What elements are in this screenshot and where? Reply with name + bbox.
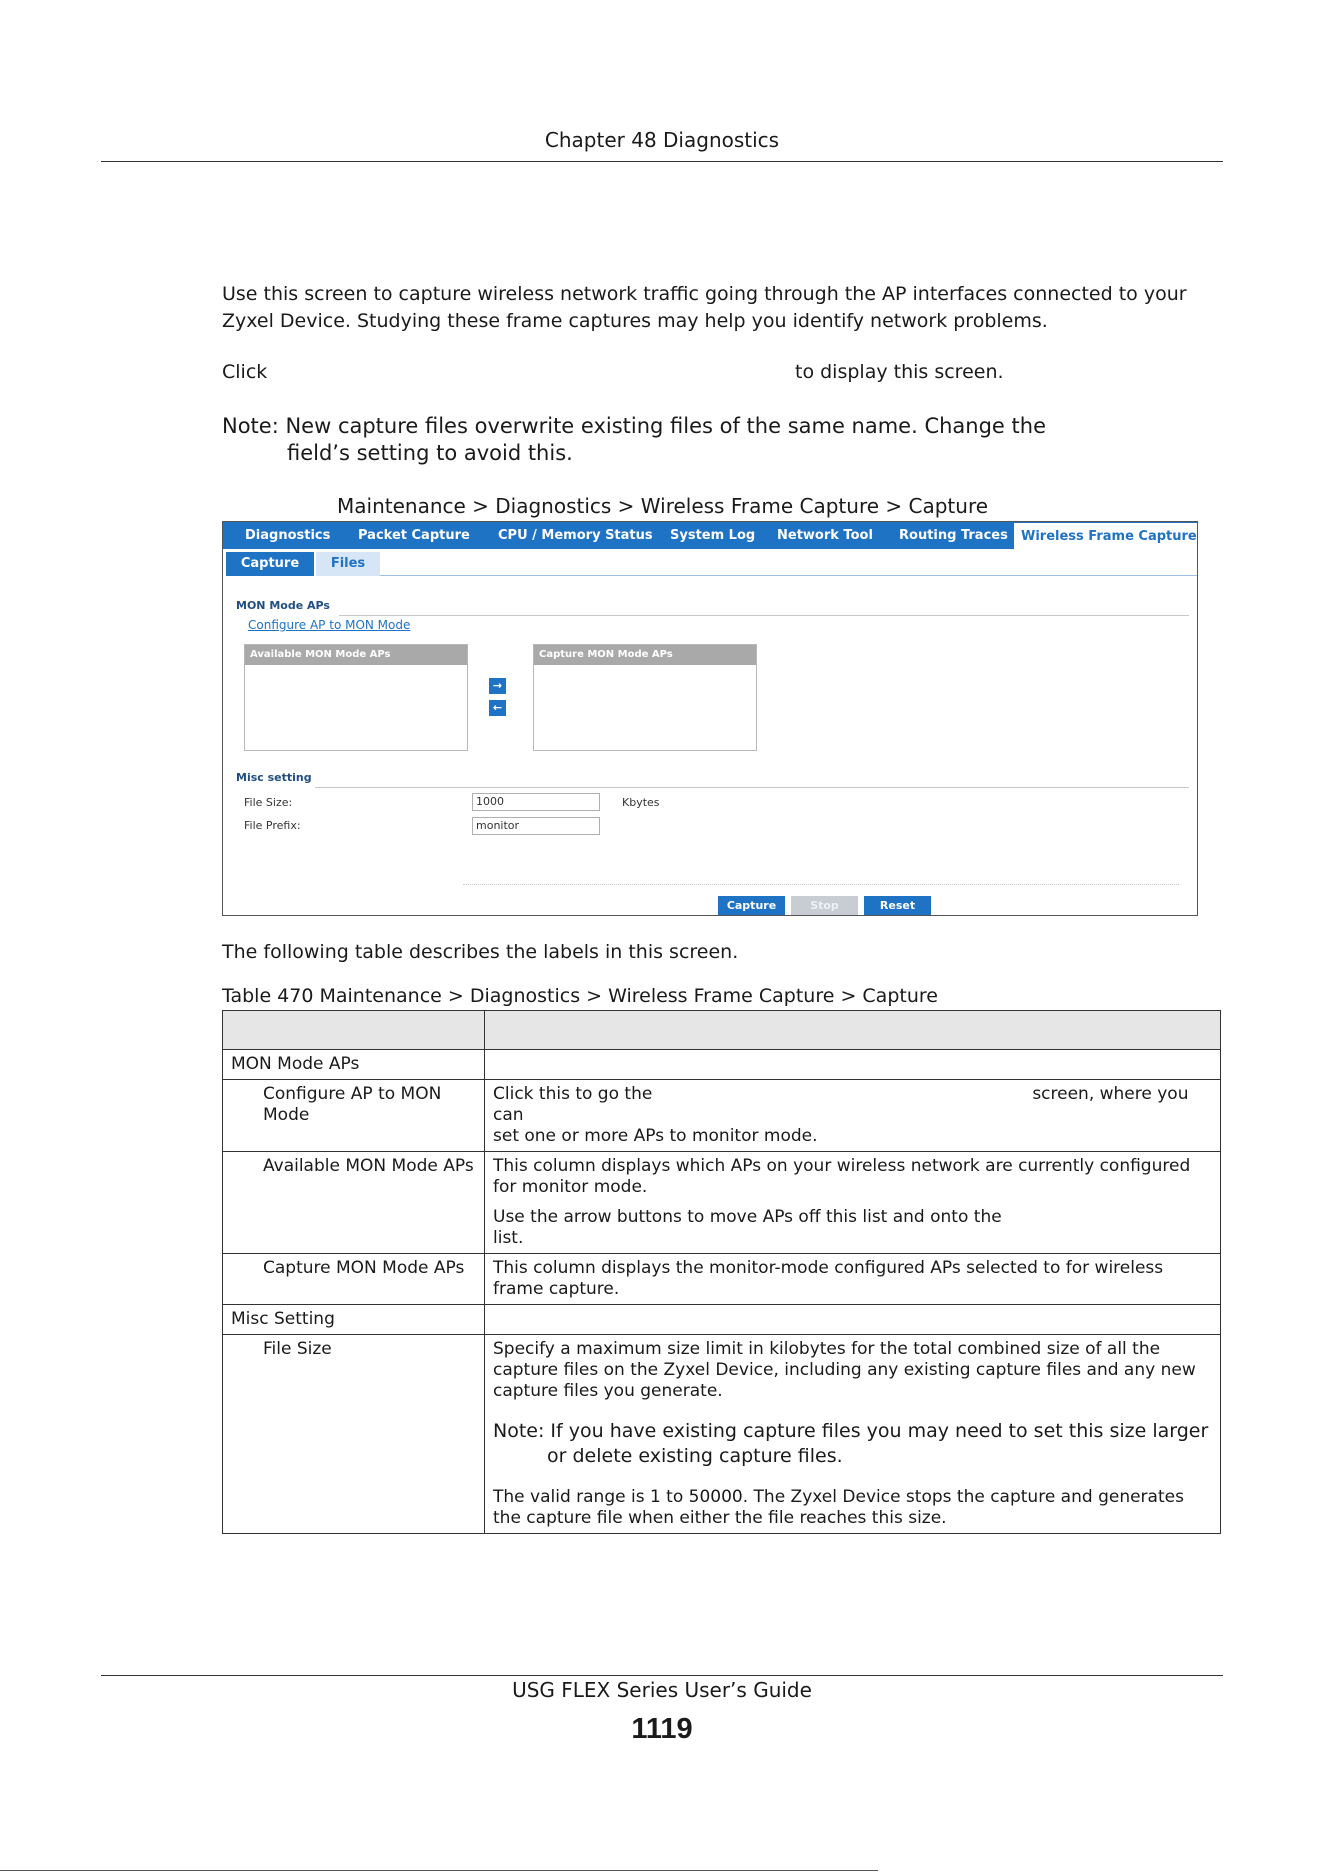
page-number: 1119 — [631, 1713, 693, 1745]
row-label: Available MON Mode APs — [223, 1152, 485, 1254]
tab-system-log[interactable]: System Log — [670, 528, 756, 543]
intro-line-1: Use this screen to capture wireless network traffic going through the AP interfaces connected to your — [222, 283, 1187, 305]
file-prefix-input[interactable] — [472, 817, 600, 835]
note-line-2: field’s setting to avoid this. — [287, 441, 573, 465]
table-header-row — [223, 1011, 1221, 1050]
note-line-1: Note: New capture files overwrite existing files of the same name. Change the — [222, 414, 1046, 438]
click-instruction-start: Click — [222, 361, 268, 383]
table-intro: The following table describes the labels in this screen. — [222, 941, 739, 963]
page-bottom-rule — [0, 1870, 878, 1871]
desc-text: This column displays which APs on your wireless network are currently configured for monitor mode. — [493, 1156, 1191, 1197]
row-label: MON Mode APs — [223, 1050, 485, 1080]
stop-button[interactable]: Stop — [791, 896, 858, 915]
footer-divider — [101, 1675, 1223, 1676]
row-label: Misc Setting — [223, 1305, 485, 1335]
desc-text: Specify a maximum size limit in kilobytes for the total combined size of all the capture files on the Zyxel Device, including any existing capture files and any new capture files you generate. — [493, 1339, 1196, 1401]
table-row — [223, 1335, 1221, 1534]
table-row — [223, 1050, 1221, 1080]
row-description — [485, 1080, 1221, 1152]
subtab-files[interactable]: Files — [316, 552, 380, 576]
desc-text: Use the arrow buttons to move APs off this list and onto the — [493, 1207, 1002, 1227]
row-label: Capture MON Mode APs — [223, 1254, 485, 1305]
mon-mode-section-title: MON Mode APs — [236, 599, 330, 612]
mon-mode-section-divider — [339, 615, 1189, 616]
capture-mon-aps-header: Capture MON Mode APs — [534, 645, 756, 665]
row-description: This column displays the monitor-mode configured APs selected to for wireless frame capture. — [485, 1254, 1221, 1305]
header-description-cell — [485, 1011, 1221, 1050]
guide-title: USG FLEX Series User’s Guide — [512, 1678, 812, 1702]
capture-mon-aps-list[interactable] — [533, 644, 757, 751]
table-row — [223, 1305, 1221, 1335]
desc-text: set one or more APs to monitor mode. — [493, 1126, 818, 1146]
tab-wireless-frame-capture[interactable]: Wireless Frame Capture — [1013, 522, 1198, 549]
desc-text: The valid range is 1 to 50000. The Zyxel Device stops the capture and generates the capture file when either the file reaches this size. — [493, 1487, 1184, 1528]
row-description — [485, 1050, 1221, 1080]
header-label-cell — [223, 1011, 485, 1050]
tab-network-tool[interactable]: Network Tool — [777, 528, 873, 543]
file-size-input[interactable] — [472, 793, 600, 811]
configure-ap-mon-mode-link[interactable]: Configure AP to MON Mode — [248, 618, 411, 632]
available-mon-aps-list[interactable] — [244, 644, 468, 751]
file-size-unit: Kbytes — [622, 796, 660, 809]
header-divider — [101, 161, 1223, 162]
wireless-frame-capture-screen — [222, 521, 1198, 916]
misc-setting-section-divider — [315, 787, 1189, 788]
subtab-divider — [380, 575, 1197, 576]
desc-note: Note: If you have existing capture files you may need to set this size larger or delete existing capture files. — [493, 1420, 1209, 1467]
row-label: File Size — [223, 1335, 485, 1534]
capture-button[interactable]: Capture — [718, 896, 785, 915]
table-row — [223, 1080, 1221, 1152]
table-row — [223, 1152, 1221, 1254]
row-description — [485, 1335, 1221, 1534]
figure-caption: Maintenance > Diagnostics > Wireless Frame Capture > Capture — [337, 494, 989, 518]
desc-text: Click this to go the — [493, 1084, 653, 1104]
move-left-arrow-icon[interactable]: ← — [489, 700, 506, 716]
row-description — [485, 1305, 1221, 1335]
chapter-header: Chapter 48 Diagnostics — [544, 128, 780, 152]
move-right-arrow-icon[interactable]: → — [489, 678, 506, 694]
available-mon-aps-header: Available MON Mode APs — [245, 645, 467, 665]
label-description-table — [222, 1010, 1221, 1534]
row-label: Configure AP to MON Mode — [223, 1080, 485, 1152]
intro-line-2: Zyxel Device. Studying these frame captures may help you identify network problems. — [222, 310, 1048, 332]
subtab-capture[interactable]: Capture — [226, 552, 314, 576]
tab-routing-traces[interactable]: Routing Traces — [899, 528, 1008, 543]
click-instruction-end: to display this screen. — [795, 361, 1004, 383]
reset-button[interactable]: Reset — [864, 896, 931, 915]
tab-cpu-memory-status[interactable]: CPU / Memory Status — [498, 528, 653, 543]
desc-text: list. — [493, 1228, 524, 1248]
row-description — [485, 1152, 1221, 1254]
file-prefix-label: File Prefix: — [244, 819, 301, 832]
misc-setting-section-title: Misc setting — [236, 771, 312, 784]
tab-diagnostics[interactable]: Diagnostics — [245, 528, 331, 543]
file-size-label: File Size: — [244, 796, 293, 809]
button-row-divider — [463, 884, 1179, 885]
desc-text: screen, where you can — [493, 1084, 1189, 1125]
table-caption: Table 470 Maintenance > Diagnostics > Wireless Frame Capture > Capture — [222, 985, 938, 1007]
main-tab-bar — [223, 522, 1197, 549]
table-row — [223, 1254, 1221, 1305]
tab-packet-capture[interactable]: Packet Capture — [358, 528, 470, 543]
